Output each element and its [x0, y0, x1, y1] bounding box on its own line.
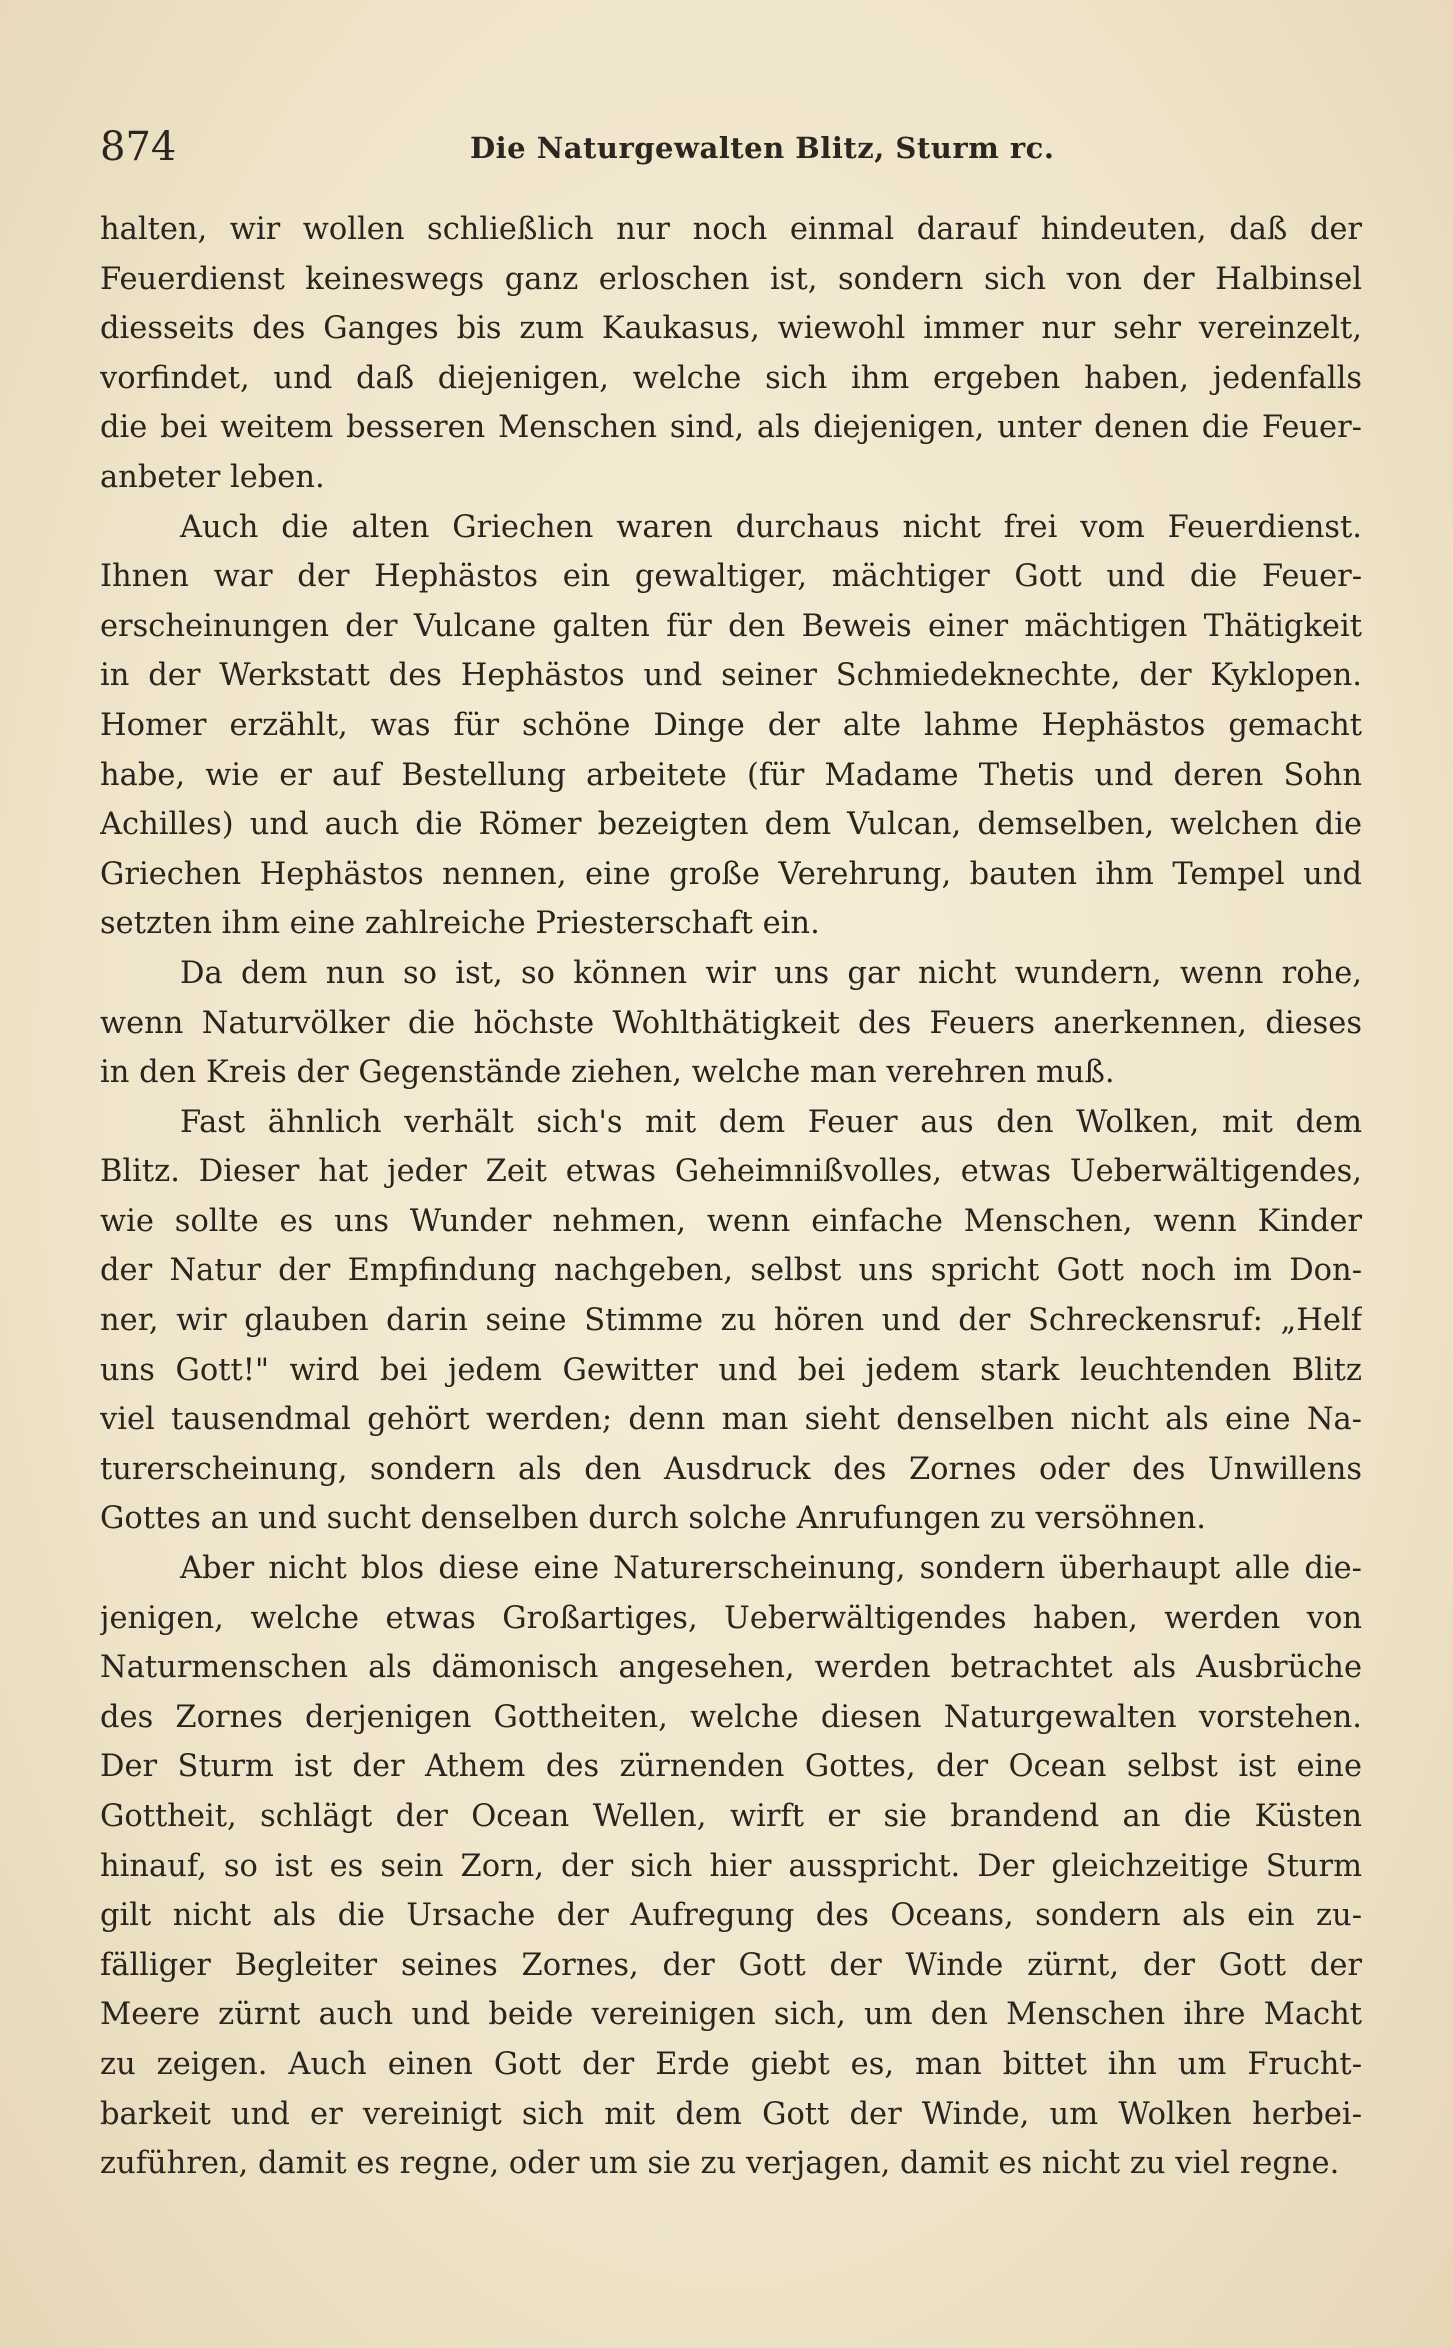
text-line: in der Werkstatt des Hephästos und seiner Schmiedeknechte, der Kyklopen.	[100, 658, 1362, 694]
text-line: des Zornes derjenigen Gottheiten, welche diesen Naturgewalten vorstehen.	[100, 1699, 1362, 1735]
body-text	[100, 205, 1362, 2189]
text-line: Feuerdienst keineswegs ganz erloschen ist, sondern sich von der Halbinsel	[100, 261, 1362, 297]
text-line: wie sollte es uns Wunder nehmen, wenn einfache Menschen, wenn Kinder	[100, 1203, 1362, 1239]
text-line: die bei weitem besseren Menschen sind, als diejenigen, unter denen die Feuer-	[100, 410, 1362, 446]
text-line: Achilles) und auch die Römer bezeigten dem Vulcan, demselben, welchen die	[100, 807, 1362, 843]
text-line: uns Gott!" wird bei jedem Gewitter und bei jedem stark leuchtenden Blitz	[100, 1352, 1362, 1388]
text-line: Da dem nun so ist, so können wir uns gar nicht wundern, wenn rohe,	[180, 955, 1362, 991]
text-line: habe, wie er auf Bestellung arbeitete (für Madame Thetis und deren Sohn	[100, 757, 1362, 793]
text-line: viel tausendmal gehört werden; denn man sieht denselben nicht als eine Na-	[100, 1402, 1362, 1438]
text-line: Naturmenschen als dämonisch angesehen, werden betrachtet als Ausbrüche	[100, 1650, 1362, 1686]
text-line: setzten ihm eine zahlreiche Priesterschaft ein.	[100, 906, 820, 942]
text-line: Ihnen war der Hephästos ein gewaltiger, mächtiger Gott und die Feuer-	[100, 559, 1362, 595]
text-line: Der Sturm ist der Athem des zürnenden Gottes, der Ocean selbst ist eine	[100, 1749, 1362, 1785]
text-line: Blitz. Dieser hat jeder Zeit etwas Geheimnißvolles, etwas Ueberwältigendes,	[100, 1154, 1362, 1190]
text-line: Gottes an und sucht denselben durch solche Anrufungen zu versöhnen.	[100, 1501, 1206, 1537]
text-line: ner, wir glauben darin seine Stimme zu hören und der Schreckensruf: „Helf	[100, 1303, 1362, 1339]
text-line: jenigen, welche etwas Großartiges, Ueberwältigendes haben, werden von	[100, 1600, 1362, 1636]
text-line: zu zeigen. Auch einen Gott der Erde giebt es, man bittet ihn um Frucht-	[100, 2046, 1362, 2082]
running-head	[100, 122, 1360, 172]
text-line: fälliger Begleiter seines Zornes, der Gott der Winde zürnt, der Gott der	[100, 1947, 1362, 1983]
page-number: 874	[100, 124, 177, 170]
text-line: Gottheit, schlägt der Ocean Wellen, wirft er sie brandend an die Küsten	[100, 1799, 1362, 1834]
text-line: Auch die alten Griechen waren durchaus nicht frei vom Feuerdienst.	[180, 509, 1362, 545]
text-line: Homer erzählt, was für schöne Dinge der alte lahme Hephästos gemacht	[100, 707, 1362, 743]
text-line: vorfindet, und daß diejenigen, welche sich ihm ergeben haben, jedenfalls	[100, 360, 1362, 396]
text-line: in den Kreis der Gegenstände ziehen, welche man verehren muß.	[100, 1055, 1115, 1091]
text-line: zuführen, damit es regne, oder um sie zu verjagen, damit es nicht zu viel regne.	[100, 2146, 1340, 2182]
text-line: gilt nicht als die Ursache der Aufregung des Oceans, sondern als ein zu-	[100, 1898, 1362, 1934]
text-line: hinauf, so ist es sein Zorn, der sich hier ausspricht. Der gleichzeitige Sturm	[100, 1848, 1362, 1884]
text-line: Aber nicht blos diese eine Naturerscheinung, sondern überhaupt alle die-	[180, 1551, 1362, 1587]
text-line: diesseits des Ganges bis zum Kaukasus, wiewohl immer nur sehr vereinzelt,	[100, 311, 1362, 347]
text-line: barkeit und er vereinigt sich mit dem Gott der Winde, um Wolken herbei-	[100, 2096, 1362, 2132]
text-line: halten, wir wollen schließlich nur noch einmal darauf hindeuten, daß der	[100, 212, 1362, 247]
text-line: Meere zürnt auch und beide vereinigen sich, um den Menschen ihre Macht	[100, 1997, 1362, 2033]
text-line: anbeter leben.	[100, 459, 325, 495]
text-line: Griechen Hephästos nennen, eine große Verehrung, bauten ihm Tempel und	[100, 856, 1362, 892]
text-line: Fast ähnlich verhält sich's mit dem Feuer aus den Wolken, mit dem	[180, 1104, 1362, 1140]
header-title: Die Naturgewalten Blitz, Sturm rc.	[470, 131, 1055, 165]
text-line: turerscheinung, sondern als den Ausdruck des Zornes oder des Unwillens	[100, 1451, 1362, 1487]
text-line: wenn Naturvölker die höchste Wohlthätigkeit des Feuers anerkennen, dieses	[100, 1005, 1362, 1041]
text-line: der Natur der Empfindung nachgeben, selbst uns spricht Gott noch im Don-	[100, 1253, 1362, 1289]
text-line: erscheinungen der Vulcane galten für den Beweis einer mächtigen Thätigkeit	[100, 608, 1362, 644]
